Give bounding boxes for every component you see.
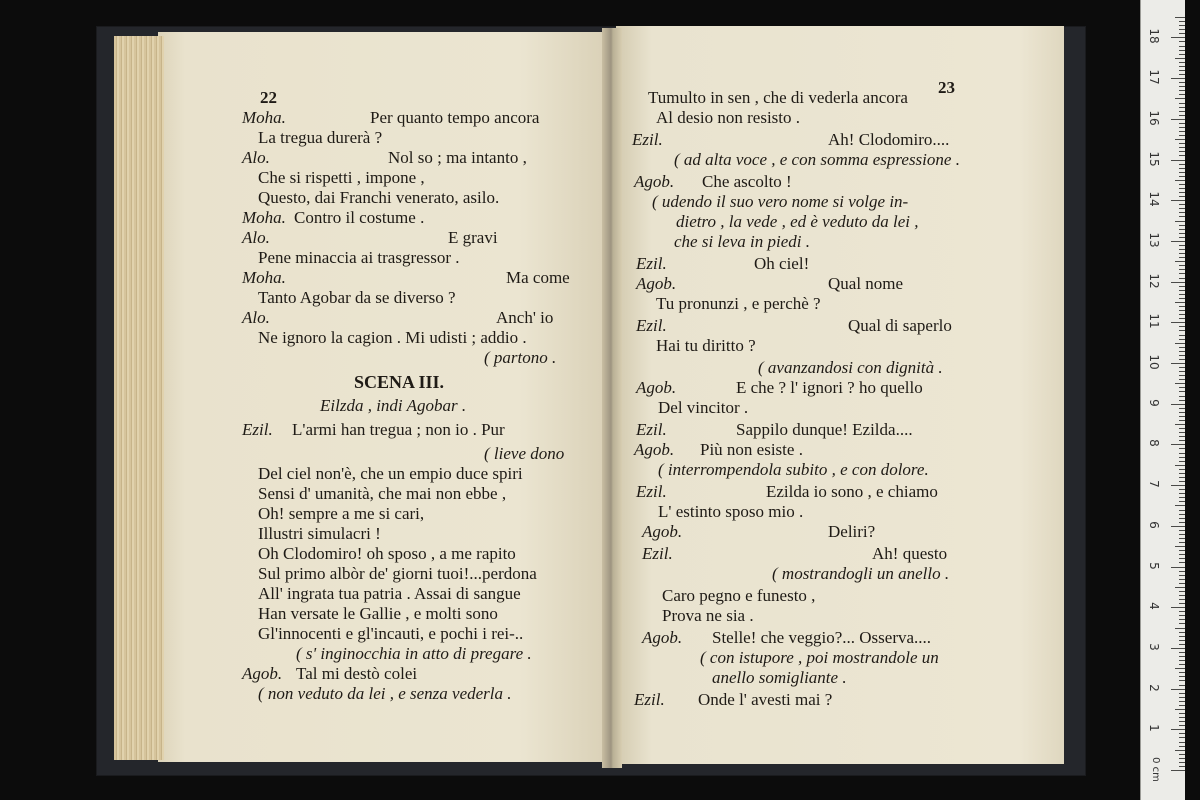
ruler-tick [1171,119,1185,120]
ruler-tick [1179,371,1185,372]
ruler-tick [1179,62,1185,63]
ruler-tick [1179,208,1185,209]
ruler-tick [1175,58,1185,59]
text-line: anello somigliante . [712,668,847,687]
ruler-tick [1179,766,1185,767]
text-line: Onde l' avesti mai ? [698,690,833,709]
text-line: Che si rispetti , impone , [258,168,425,187]
ruler-tick [1179,355,1185,356]
ruler-number: 5 [1147,561,1161,570]
ruler-tick [1179,225,1185,226]
ruler-tick [1179,168,1185,169]
ruler-tick [1179,501,1185,502]
ruler-tick [1179,25,1185,26]
ruler-tick [1171,567,1185,568]
speaker-tag: Ezil. [636,316,667,335]
ruler-tick [1179,623,1185,624]
text-line: Sappilo dunque! Ezilda.... [736,420,913,439]
ruler-number: 11 [1147,313,1161,329]
ruler-tick [1179,314,1185,315]
ruler-tick [1179,469,1185,470]
ruler-tick [1179,754,1185,755]
speaker-tag: Agob. [642,522,683,541]
ruler-tick [1179,66,1185,67]
text-line: Qual nome [828,274,904,293]
text-line: ( non veduto da lei , e senza vederla . [258,684,512,703]
text-line: dietro , la vede , ed è veduto da lei , [676,212,919,231]
ruler-tick [1179,188,1185,189]
ruler-tick [1179,571,1185,572]
text-line: Oh Clodomiro! oh sposo , a me rapito [258,544,516,563]
ruler-tick [1179,644,1185,645]
speaker-tag: Ezil. [242,420,273,439]
ruler-tick [1179,514,1185,515]
ruler-tick [1179,733,1185,734]
ruler-tick [1179,86,1185,87]
ruler-tick [1171,241,1185,242]
text-line: ( avanzandosi con dignità . [758,358,943,377]
ruler-tick [1179,351,1185,352]
text-line: Ezilda io sono , e chiamo [766,482,938,501]
ruler-tick [1179,103,1185,104]
ruler-tick [1175,302,1185,303]
ruler-tick [1179,29,1185,30]
speaker-tag: Agob. [634,172,675,191]
ruler-tick [1179,558,1185,559]
ruler-tick [1179,216,1185,217]
ruler-tick [1179,489,1185,490]
text-line: Caro pegno e funesto , [662,586,816,605]
ruler-tick [1175,465,1185,466]
ruler-tick [1179,273,1185,274]
ruler-tick [1175,709,1185,710]
ruler-tick [1179,298,1185,299]
text-line: Oh ciel! [754,254,810,273]
ruler-number: 2 [1147,683,1161,692]
speaker-tag: Agob. [636,378,677,397]
ruler-tick [1179,233,1185,234]
ruler-tick [1175,587,1185,588]
ruler-tick [1179,660,1185,661]
ruler-tick [1179,701,1185,702]
ruler-tick [1179,265,1185,266]
ruler-tick [1175,98,1185,99]
ruler-number: 18 [1147,28,1161,45]
ruler-tick [1171,485,1185,486]
ruler-tick [1179,245,1185,246]
text-line: Sul primo albòr de' giorni tuoi!...perdona [258,564,537,583]
text-line: ( ad alta voce , e con somma espressione . [674,150,960,169]
ruler-tick [1179,155,1185,156]
ruler-tick [1179,453,1185,454]
ruler-tick [1179,21,1185,22]
ruler-tick [1179,359,1185,360]
ruler-tick [1179,481,1185,482]
text-line: Prova ne sia . [662,606,754,625]
text-line: Ah! Clodomiro.... [828,130,950,149]
speaker-tag: Agob. [642,628,683,647]
text-line: Illustri simulacri ! [258,524,381,543]
text-line: che si leva in piedi . [674,232,810,251]
text-line: Tumulto in sen , che di vederla ancora [648,88,908,107]
ruler-tick [1179,538,1185,539]
ruler-tick [1179,123,1185,124]
ruler-tick [1171,37,1185,38]
text-line: Più non esiste . [700,440,803,459]
ruler-tick [1175,628,1185,629]
ruler-tick [1179,367,1185,368]
text-line: Stelle! che veggio?... Osserva.... [712,628,932,647]
ruler-tick [1179,554,1185,555]
text-line: ( con istupore , poi mostrandole un [700,648,939,667]
ruler-tick [1179,294,1185,295]
ruler-tick [1179,542,1185,543]
ruler-tick [1179,575,1185,576]
ruler-tick [1171,607,1185,608]
ruler-tick [1179,534,1185,535]
ruler-tick [1179,428,1185,429]
ruler-tick [1179,746,1185,747]
ruler-number: 8 [1147,439,1161,448]
ruler-tick [1179,737,1185,738]
ruler-tick [1179,448,1185,449]
ruler-tick [1179,347,1185,348]
text-line: La tregua durerà ? [258,128,383,147]
ruler-tick [1179,196,1185,197]
ruler-tick [1179,127,1185,128]
ruler-tick [1175,17,1185,18]
ruler-tick [1179,310,1185,311]
ruler-tick [1179,330,1185,331]
ruler-tick [1179,269,1185,270]
ruler-tick [1179,107,1185,108]
ruler-tick [1175,546,1185,547]
text-line: All' ingrata tua patria . Assai di sangue [258,584,521,603]
ruler-number: 1 [1147,724,1161,733]
ruler-tick [1175,383,1185,384]
ruler-number: 16 [1147,110,1161,126]
text-line: Questo, dai Franchi venerato, asilo. [258,188,500,207]
ruler-tick [1179,636,1185,637]
ruler-tick [1179,335,1185,336]
ruler-tick [1175,139,1185,140]
ruler-tick [1179,111,1185,112]
text-line: Eilzda , indi Agobar . [320,396,467,415]
ruler-tick [1179,461,1185,462]
ruler-tick [1179,680,1185,681]
speaker-tag: Ezil. [632,130,663,149]
ruler-tick [1179,151,1185,152]
ruler-tick [1179,550,1185,551]
ruler-tick [1179,436,1185,437]
ruler-tick [1179,115,1185,116]
ruler-tick [1179,603,1185,604]
ruler-tick [1179,286,1185,287]
text-line: Tanto Agobar da se diverso ? [258,288,456,307]
ruler-tick [1171,648,1185,649]
speaker-tag: Moha. [242,108,286,127]
text-line: Hai tu diritto ? [656,336,756,355]
ruler-tick [1179,143,1185,144]
ruler-tick [1179,147,1185,148]
ruler-tick [1179,697,1185,698]
ruler-tick [1179,762,1185,763]
ruler-tick [1179,725,1185,726]
ruler-tick [1179,184,1185,185]
ruler-tick [1171,689,1185,690]
ruler-tick [1179,33,1185,34]
ruler-tick [1179,131,1185,132]
ruler-number: 7 [1147,480,1161,488]
ruler-tick [1179,290,1185,291]
ruler-tick [1179,192,1185,193]
ruler-tick [1179,656,1185,657]
ruler-number: 14 [1147,191,1161,207]
ruler-tick [1179,713,1185,714]
text-line: ( partono . [484,348,557,367]
ruler-tick [1179,611,1185,612]
speaker-tag: Ezil. [636,482,667,501]
ruler-tick [1179,562,1185,563]
ruler-tick [1179,70,1185,71]
text-line: Ne ignoro la cagion . Mi udisti ; addio . [258,328,527,347]
ruler-tick [1171,322,1185,323]
ruler-tick [1175,750,1185,751]
ruler-tick [1179,595,1185,596]
ruler-tick [1179,579,1185,580]
ruler-tick [1179,164,1185,165]
ruler-tick [1179,599,1185,600]
ruler-tick [1179,497,1185,498]
ruler-number: 12 [1147,272,1161,289]
text-line: ( s' inginocchia in atto di pregare . [296,644,532,663]
ruler-tick [1179,473,1185,474]
speaker-tag: Alo. [242,228,270,247]
ruler-tick [1179,306,1185,307]
text-line: L' estinto sposo mio . [658,502,804,521]
ruler-tick [1179,721,1185,722]
ruler-tick [1179,249,1185,250]
ruler-number: 17 [1147,69,1161,85]
ruler-number: 9 [1147,398,1161,407]
ruler-tick [1179,41,1185,42]
page-number: 23 [938,78,955,97]
ruler-tick [1179,375,1185,376]
ruler-tick [1171,729,1185,730]
ruler-tick [1179,652,1185,653]
text-line: Per quanto tempo ancora [370,108,540,127]
text-line: Ma come [506,268,570,287]
ruler-tick [1179,432,1185,433]
ruler-tick [1179,318,1185,319]
ruler-tick [1179,457,1185,458]
ruler-tick [1179,339,1185,340]
speaker-tag: Moha. [242,268,286,287]
ruler-tick [1171,526,1185,527]
ruler-tick [1171,363,1185,364]
speaker-tag: Agob. [634,440,675,459]
ruler-tick [1179,510,1185,511]
speaker-tag: Alo. [242,308,270,327]
text-line: Del vincitor . [658,398,749,417]
ruler-tick [1175,668,1185,669]
measuring-ruler [1140,0,1185,800]
ruler-tick [1179,176,1185,177]
ruler-tick [1179,758,1185,759]
ruler-tick [1179,74,1185,75]
text-line: SCENA III. [354,372,445,392]
ruler-tick [1179,90,1185,91]
ruler-tick [1179,583,1185,584]
ruler-tick [1179,50,1185,51]
ruler-tick [1171,160,1185,161]
ruler-tick [1171,444,1185,445]
text-line: E che ? l' ignori ? ho quello [736,378,923,397]
speaker-tag: Ezil. [642,544,673,563]
text-line: Del ciel non'è, che un empio duce spiri [258,464,523,483]
text-line: Pene minaccia ai trasgressor . [258,248,460,267]
text-line: Deliri? [828,522,876,541]
ruler-number: 13 [1147,232,1161,248]
ruler-tick [1171,282,1185,283]
ruler-tick [1179,530,1185,531]
text-line: Contro il costume . [294,208,425,227]
ruler-tick [1179,94,1185,95]
ruler-tick [1179,672,1185,673]
ruler-tick [1179,46,1185,47]
text-line: Ah! questo [872,544,948,563]
ruler-tick [1179,172,1185,173]
ruler-tick [1179,693,1185,694]
ruler-tick [1179,135,1185,136]
speaker-tag: Agob. [242,664,283,683]
text-line: Nol so ; ma intanto , [388,148,527,167]
ruler-tick [1179,640,1185,641]
ruler-tick [1179,387,1185,388]
ruler-tick [1175,343,1185,344]
ruler-tick [1179,278,1185,279]
text-line: ( mostrandogli un anello . [772,564,950,583]
left-page [158,32,610,762]
ruler-number: 15 [1147,150,1161,167]
ruler-tick [1179,237,1185,238]
book-gutter [602,28,622,768]
page-number: 22 [260,88,277,107]
ruler-tick [1179,204,1185,205]
ruler-tick [1171,770,1185,771]
ruler-number: 10 [1147,354,1161,370]
right-page [616,26,1064,764]
text-line: ( lieve dono [484,444,565,463]
text-line: ( udendo il suo vero nome si volge in- [652,192,909,211]
ruler-number: 3 [1147,643,1161,651]
ruler-tick [1175,505,1185,506]
text-line: Che ascolto ! [702,172,792,191]
ruler-number: 6 [1147,520,1161,529]
ruler-tick [1179,396,1185,397]
ruler-tick [1175,180,1185,181]
page-block-edge [114,36,164,760]
ruler-tick [1179,408,1185,409]
ruler-tick [1179,54,1185,55]
ruler-tick [1179,477,1185,478]
ruler-tick [1179,212,1185,213]
ruler-tick [1179,705,1185,706]
ruler-tick [1179,379,1185,380]
ruler-number: 4 [1147,602,1161,610]
text-line: ( interrompendola subito , e con dolore. [658,460,929,479]
ruler-tick [1179,717,1185,718]
ruler-tick [1179,420,1185,421]
ruler-tick [1179,412,1185,413]
text-line: E gravi [448,228,498,247]
text-line: Al desio non resisto . [656,108,801,127]
speaker-tag: Ezil. [634,690,665,709]
ruler-tick [1171,78,1185,79]
ruler-tick [1179,400,1185,401]
ruler-tick [1175,221,1185,222]
ruler-tick [1179,391,1185,392]
text-line: Gl'innocenti e gl'incauti, e pochi i rei-.. [258,624,524,643]
speaker-tag: Alo. [242,148,270,167]
ruler-tick [1179,416,1185,417]
ruler-tick [1175,424,1185,425]
speaker-tag: Ezil. [636,420,667,439]
text-line: Han versate le Gallie , e molti sono [258,604,498,623]
text-line: Tu pronunzi , e perchè ? [656,294,821,313]
ruler-tick [1179,615,1185,616]
text-line: Sensi d' umanità, che mai non ebbe , [258,484,507,503]
ruler-tick [1179,619,1185,620]
ruler-tick [1171,404,1185,405]
text-line: Anch' io [496,308,554,327]
ruler-tick [1179,591,1185,592]
text-line: Oh! sempre a me si cari, [258,504,425,523]
ruler-tick [1179,676,1185,677]
ruler-tick [1179,742,1185,743]
ruler-tick [1179,522,1185,523]
speaker-tag: Ezil. [636,254,667,273]
ruler-tick [1179,632,1185,633]
text-line: Qual di saperlo [848,316,952,335]
ruler-tick [1179,664,1185,665]
speaker-tag: Agob. [636,274,677,293]
ruler-tick [1179,253,1185,254]
ruler-tick [1171,200,1185,201]
ruler-tick [1179,440,1185,441]
ruler-tick [1179,518,1185,519]
ruler-tick [1179,326,1185,327]
ruler-tick [1175,261,1185,262]
text-line: Tal mi destò colei [296,664,418,683]
text-line: L'armi han tregua ; non io . Pur [292,420,505,439]
ruler-tick [1179,685,1185,686]
ruler-tick [1179,229,1185,230]
speaker-tag: Moha. [242,208,286,227]
ruler-tick [1179,257,1185,258]
ruler-unit-label: 0 cm [1149,757,1161,782]
ruler-tick [1179,82,1185,83]
ruler-tick [1179,493,1185,494]
